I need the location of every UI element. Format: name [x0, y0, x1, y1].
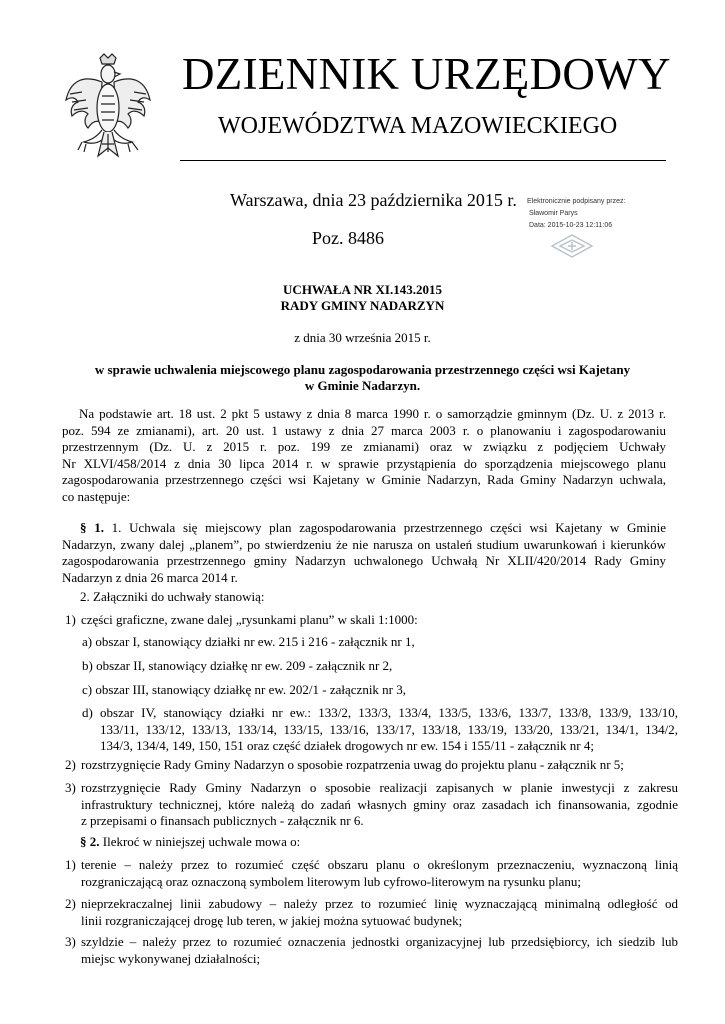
journal-title: DZIENNIK URZĘDOWY: [182, 49, 671, 99]
list-number: 3): [65, 780, 76, 795]
list-number: 1): [65, 612, 76, 627]
text-fragment: Ilekroć w niniejszej uchwale mowa o:: [99, 834, 301, 849]
text-line: infrastruktury technicznej, które należą do zadań własnych gminy oraz zasadach ich finansowania, zgodnie: [81, 796, 678, 812]
resolution-date: z dnia 30 września 2015 r.: [294, 330, 431, 345]
text-line: [62, 520, 666, 537]
text-line: rozstrzygnięcie Rady Gminy Nadarzyn o sposobie realizacji zapisanych w planie inwestycji z zakresu: [81, 780, 678, 795]
signature-seal-icon: [548, 232, 596, 260]
definition-item: [81, 934, 678, 967]
list-number: 3): [65, 934, 76, 949]
text-line: 134/3, 134/4, 149, 150, 151 oraz część działek drogowych nr ew. 154 i 155/11 - załącznik nr 4;: [100, 738, 594, 753]
text-line: nieprzekraczalnej linii zabudowy – należy przez to rozumieć linię wyznaczającą minimalną odległość od: [81, 896, 678, 911]
text-line: poz. 594 ze zmianami), art. 20 ust. 1 ustawy z dnia 27 marca 2003 r. o planowaniu i zagospodarowaniu: [62, 422, 666, 438]
signature-label: Elektronicznie podpisany przez:: [527, 198, 626, 205]
resolution-number: UCHWAŁA NR XI.143.2015: [283, 282, 442, 297]
resolution-subject: [0, 362, 725, 394]
list-number: 2): [65, 896, 76, 911]
text-line: szyldzie – należy przez to rozumieć oznaczenia jednostki organizacyjnej lub przedsiębiorcy, ich siedzib lub: [81, 934, 678, 949]
list-item: [81, 757, 678, 774]
electronic-signature: [527, 196, 625, 232]
text-line: miejsc wykonywanej działalności;: [81, 950, 261, 966]
resolution-title: [0, 282, 725, 314]
text-line: Nadarzyn z dnia 26 marca 2014 r.: [62, 569, 238, 585]
text-line: zagospodarowania przestrzennego części wsi Kajetany w Gminie Nadarzyn, Rada Gminy Nadarzyn uchwala,: [62, 472, 666, 487]
coat-of-arms-eagle-icon: [62, 52, 154, 166]
subject-line: w sprawie uchwalenia miejscowego planu zagospodarowania przestrzennego części wsi Kajetany: [94, 362, 631, 377]
signature-signer: Sławomir Parys: [529, 210, 578, 217]
section-1-point-2: [80, 589, 666, 606]
text-line: rozgraniczającą oraz oznaczoną symbolem literowym lub cyfrowo-literowym na rysunku planu;: [81, 873, 581, 889]
text-line: co następuje:: [62, 488, 131, 504]
place-date: Warszawa, dnia 23 października 2015 r.: [230, 190, 517, 210]
section-2-paragraph: [80, 834, 666, 851]
section-mark: § 2.: [80, 834, 100, 849]
definition-item: [81, 857, 678, 890]
section-1-paragraph: [62, 520, 666, 586]
sublist-item: [82, 634, 678, 651]
text-line: d) obszar IV, stanowiący działki nr ew.: 133/2, 133/3, 133/4, 133/5, 133/6, 133/7, 133/8, 133/9, 133/10,: [82, 705, 678, 720]
subject-line: w Gminie Nadarzyn.: [304, 378, 421, 393]
text-line: [80, 834, 666, 851]
text-line: rozstrzygnięcie Rady Gminy Nadarzyn o sposobie rozpatrzenia uwag do projektu planu - załącznik nr 5;: [81, 757, 624, 772]
text-line: linii rozgraniczającej drogę lub teren, w jakiej można sytuować budynek;: [81, 912, 463, 928]
text-line: a) obszar I, stanowiący działki nr ew. 215 i 216 - załącznik nr 1,: [82, 634, 415, 649]
list-number: 2): [65, 757, 76, 772]
text-line: przestrzennym (Dz. U. z 2015 r. poz. 199 ze zmianami) oraz w związku z podjęciem Uchwały: [62, 439, 666, 454]
position-number: Poz. 8486: [312, 228, 384, 248]
definition-item: [81, 896, 678, 929]
text-fragment: 1. Uchwala się miejscowy plan zagospodarowania przestrzennego części wsi Kajetany w Gminie: [103, 520, 667, 535]
list-number: 1): [65, 857, 76, 872]
sublist-item: [82, 682, 678, 699]
text-line: 133/11, 133/12, 133/13, 133/14, 133/15, 133/16, 133/17, 133/18, 133/19, 133/20, 133/21, 134/1, 134/2,: [100, 721, 678, 737]
text-line: Nr XLVI/458/2014 z dnia 30 lipca 2014 r. w sprawie przystąpienia do sporządzenia miejscowego planu: [62, 455, 666, 471]
header-divider: [180, 160, 666, 161]
preamble-paragraph: [62, 406, 666, 505]
sublist-item: [82, 658, 678, 675]
text-line: terenie – należy przez to rozumieć część obszaru planu o określonym przeznaczeniu, wyznaczoną linią: [81, 857, 678, 872]
list-item: [81, 780, 678, 830]
text-line: 2. Załączniki do uchwały stanowią:: [80, 589, 265, 604]
text-line: Nadarzyn, zwany dalej „planem”, po stwierdzeniu że nie narusza on ustaleń studium uwarunkowań i kierunków: [62, 536, 666, 552]
sublist-item: [82, 705, 678, 755]
resolution-council: RADY GMINY NADARZYN: [280, 298, 445, 313]
journal-subtitle: WOJEWÓDZTWA MAZOWIECKIEGO: [218, 113, 618, 139]
text-line: z przepisami o finansach publicznych - załącznik nr 6.: [81, 813, 364, 828]
text-line: b) obszar II, stanowiący działkę nr ew. 209 - załącznik nr 2,: [82, 658, 393, 673]
section-mark: § 1.: [80, 520, 104, 535]
text-line: zagospodarowania przestrzennego gminy Nadarzyn uchwalonego Uchwałą Nr XLII/420/2014 Rady Gminy: [62, 553, 666, 568]
signature-date: Data: 2015-10-23 12:11:06: [529, 222, 613, 229]
text-line: c) obszar III, stanowiący działkę nr ew. 202/1 - załącznik nr 3,: [82, 682, 407, 697]
text-line: Na podstawie art. 18 ust. 2 pkt 5 ustawy z dnia 8 marca 1990 r. o samorządzie gminnym (Dz. U. z 2013 r.: [79, 406, 666, 421]
text-line: części graficzne, zwane dalej „rysunkami planu” w skali 1:1000:: [81, 612, 418, 627]
list-item: [81, 612, 678, 629]
